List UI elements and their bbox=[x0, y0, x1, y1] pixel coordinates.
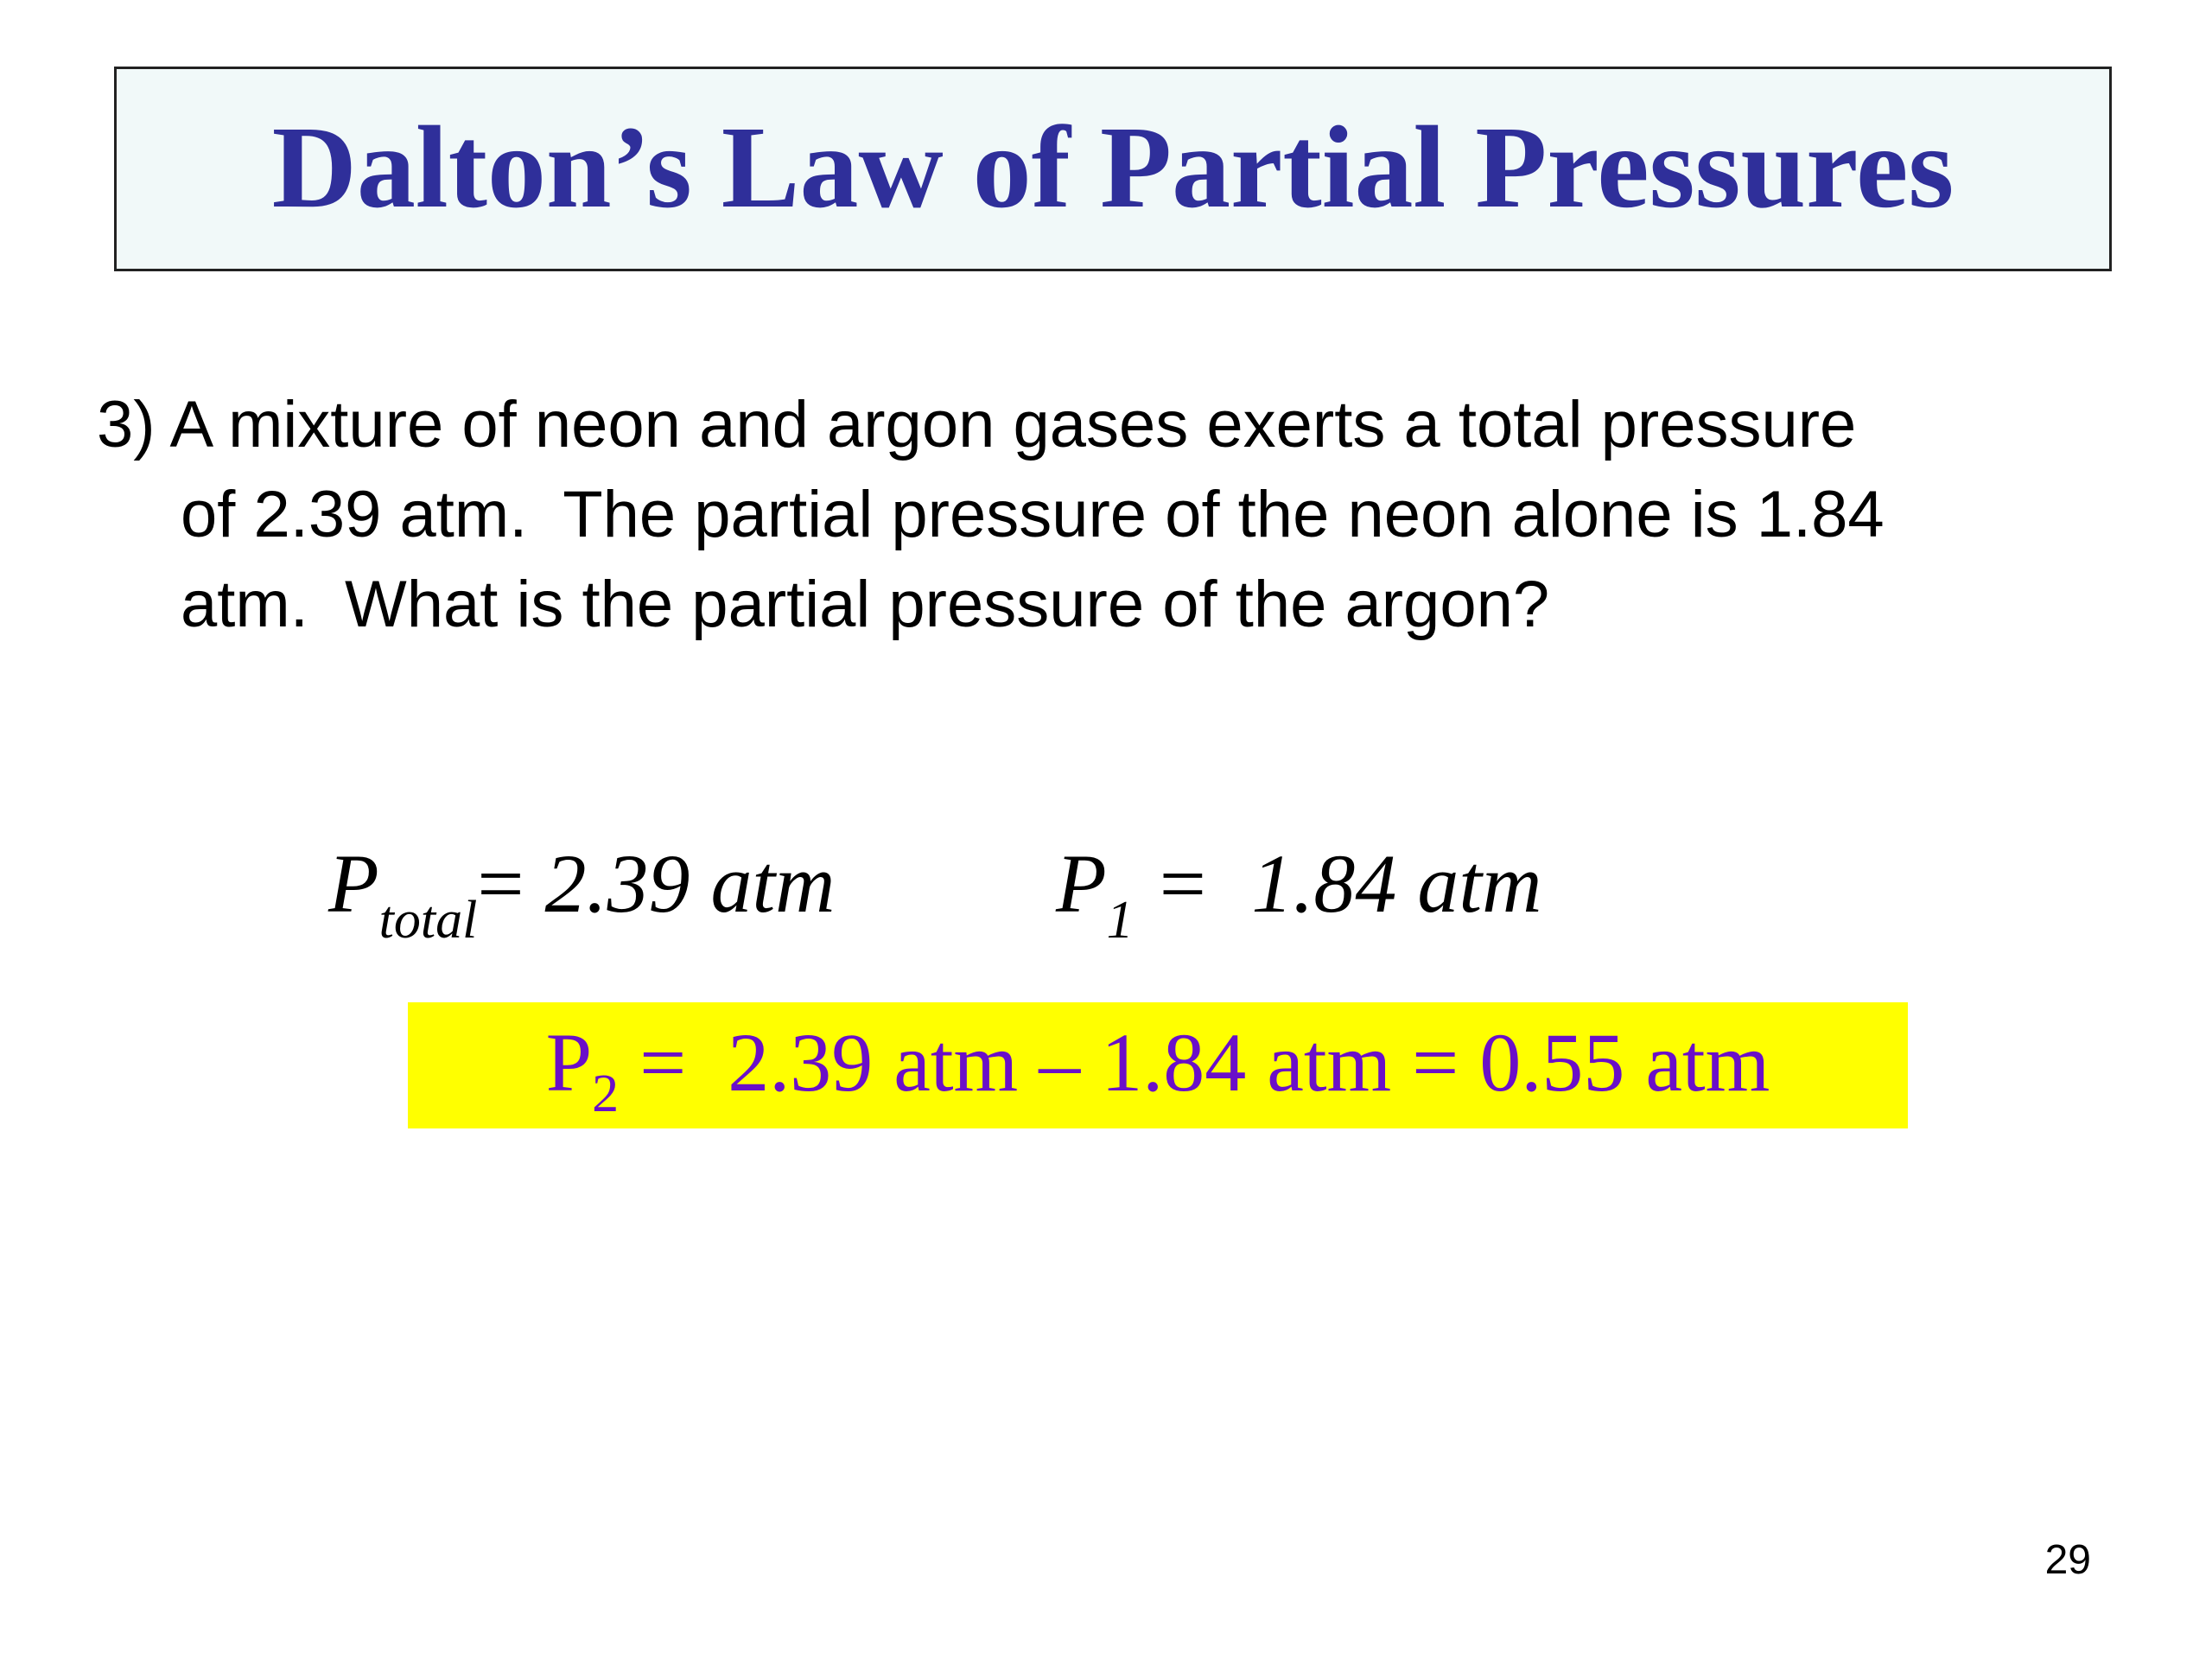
answer-symbol: P bbox=[545, 1016, 593, 1109]
given-total-pressure bbox=[328, 837, 836, 972]
title-box bbox=[114, 67, 2112, 271]
total-pressure-equals: = bbox=[477, 837, 545, 930]
neon-pressure-subscript: 1 bbox=[1106, 891, 1134, 950]
total-pressure-value: 2.39 atm bbox=[544, 837, 836, 930]
answer-highlight-box bbox=[408, 1002, 1908, 1128]
answer-subscript: 2 bbox=[592, 1065, 620, 1123]
total-pressure-symbol: P bbox=[328, 837, 379, 930]
answer-equation bbox=[545, 1016, 1770, 1123]
given-neon-pressure bbox=[1056, 837, 1542, 972]
slide-title: Dalton’s Law of Partial Pressures bbox=[271, 102, 1955, 232]
page-number: 29 bbox=[2044, 1537, 2091, 1583]
problem-line-1: 3) A mixture of neon and argon gases exerts a total pressure bbox=[97, 388, 1857, 461]
problem-statement bbox=[97, 380, 2119, 650]
neon-pressure-symbol: P bbox=[1056, 837, 1107, 930]
answer-expression: = 2.39 atm – 1.84 atm = 0.55 atm bbox=[619, 1016, 1770, 1109]
neon-pressure-equals: = bbox=[1133, 837, 1252, 930]
problem-line-3: atm. What is the partial pressure of the argon? bbox=[181, 568, 1550, 641]
problem-line-2: of 2.39 atm. The partial pressure of the neon alone is 1.84 bbox=[181, 478, 1885, 551]
neon-pressure-value: 1.84 atm bbox=[1251, 837, 1542, 930]
total-pressure-subscript: total bbox=[378, 891, 478, 950]
